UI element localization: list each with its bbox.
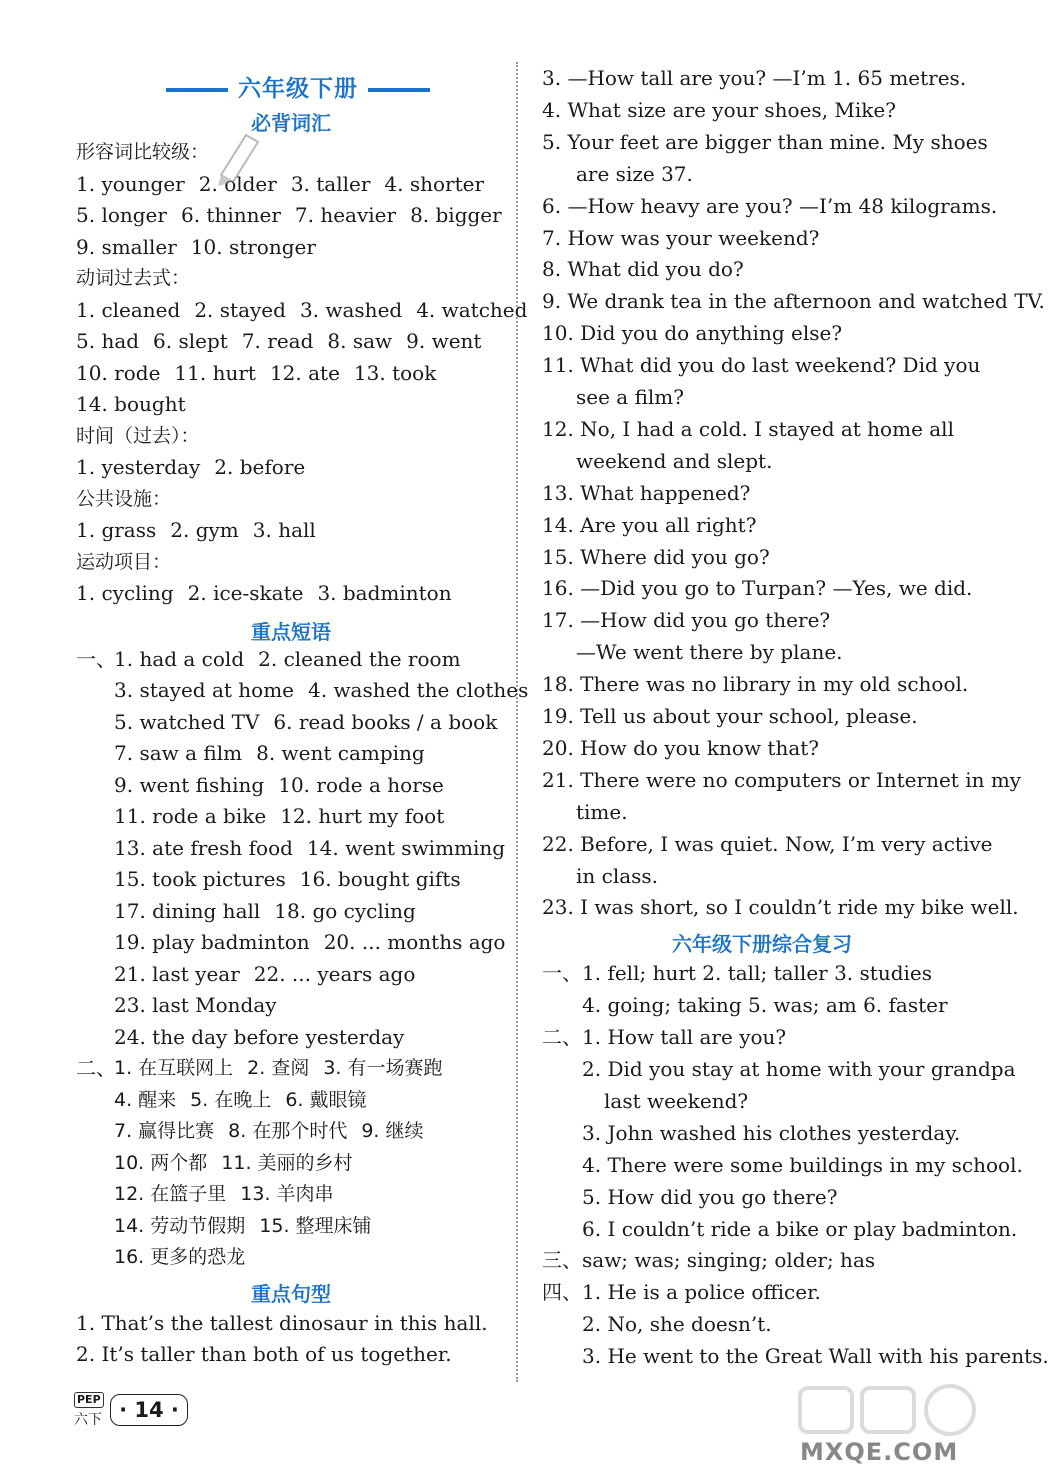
page-number: · 14 · [110, 1394, 188, 1426]
answer-line: 4. going; taking 5. was; am 6. faster [582, 993, 948, 1018]
list-item: 5. had [76, 329, 140, 353]
list-line [114, 741, 439, 765]
list-item: 14. went swimming [306, 835, 506, 860]
list-item: 16. 更多的恐龙 [114, 1246, 246, 1268]
sentence-line: 5. Your feet are bigger than mine. My shoes [542, 129, 988, 154]
list-item: 10. rode [76, 360, 161, 385]
title-bar-left [166, 88, 228, 92]
part-marker: 二、 [542, 1025, 582, 1050]
list-item: 20. ... months ago [323, 930, 506, 954]
list-line [114, 804, 458, 828]
list-line [76, 455, 319, 479]
sentence-line: 20. How do you know that? [542, 735, 820, 760]
list-item: 14. 劳动节假期 [114, 1214, 246, 1237]
list-line [76, 329, 495, 353]
list-item: 2. ice-skate [187, 581, 304, 605]
answer-line: 2. Did you stay at home with your grandpa [582, 1057, 1016, 1081]
sentence-line: weekend and slept. [576, 448, 773, 473]
list-line [76, 172, 498, 196]
list-item: 8. bigger [410, 203, 502, 227]
sentence-line: 9. We drank tea in the afternoon and watched TV. [542, 289, 1045, 314]
sentence-line: 15. Where did you go? [542, 544, 770, 569]
list-item: 7. heavier [294, 203, 397, 227]
list-item: 15. 整理床铺 [259, 1214, 372, 1237]
list-item: 2. 查阅 [247, 1057, 310, 1079]
sentence-line: 10. Did you do anything else? [542, 321, 843, 346]
list-item: 5. 在晚上 [190, 1088, 272, 1111]
list-item: 3. hall [252, 518, 316, 542]
category-label: 公共设施： [76, 487, 172, 510]
list-item: 4. 醒来 [114, 1088, 177, 1111]
phrases-heading: 重点短语 [251, 619, 331, 644]
list-item: 4. watched [416, 297, 528, 322]
answer-line: 1. fell; hurt 2. tall; taller 3. studies [582, 961, 932, 986]
sentence-line: 3. —How tall are you? —I’m 1. 65 metres. [542, 66, 967, 90]
sentence-line: 8. What did you do? [542, 257, 744, 282]
list-item: 6. thinner [180, 203, 281, 227]
list-item: 2. older [198, 171, 277, 196]
grade-label: 六下 [74, 1412, 102, 1428]
list-item: 8. 在那个时代 [228, 1120, 348, 1142]
list-item: 16. bought gifts [299, 867, 461, 891]
list-line [76, 361, 450, 385]
list-item: 7. saw a film [114, 741, 243, 765]
answer-line: 2. No, she doesn’t. [582, 1312, 772, 1337]
list-item: 24. the day before yesterday [114, 1024, 405, 1049]
list-line [114, 993, 291, 1017]
list-item: 10. 两个都 [114, 1151, 208, 1174]
category-label: 运动项目： [76, 550, 172, 573]
list-item: 1. yesterday [76, 455, 201, 479]
list-item: 4. shorter [384, 171, 485, 196]
list-item: 22. ... years ago [253, 961, 416, 986]
list-item: 6. read books / a book [273, 709, 498, 734]
list-item: 10. rode a horse [278, 772, 444, 797]
list-item: 13. took [353, 360, 437, 385]
list-item: 2. before [214, 455, 306, 479]
list-line [76, 392, 200, 416]
list-item: 9. went [406, 329, 482, 353]
sentence-line: 21. There were no computers or Internet in my [542, 767, 1022, 792]
sentence-line: 11. What did you do last weekend? Did you [542, 353, 981, 378]
list-item: 3. taller [290, 171, 371, 196]
list-item: 19. play badminton [114, 930, 310, 954]
part-marker: 四、 [542, 1280, 582, 1305]
list-line [114, 867, 475, 891]
list-item: 6. slept [153, 329, 228, 353]
answer-line: 6. I couldn’t ride a bike or play badminton. [582, 1216, 1018, 1241]
list-line [114, 773, 458, 797]
column-divider [516, 62, 518, 1382]
list-item: 13. ate fresh food [114, 835, 293, 860]
pencil-stamp-icon [206, 120, 276, 190]
list-line [114, 678, 542, 702]
list-line [76, 518, 330, 542]
list-line [114, 930, 519, 954]
sentence-line: 16. —Did you go to Turpan? —Yes, we did. [542, 576, 973, 601]
sentence-line: 17. —How did you go there? [542, 608, 831, 633]
list-line [76, 203, 516, 227]
list-item: 3. stayed at home [114, 678, 294, 702]
sentences-heading: 重点句型 [251, 1281, 331, 1306]
list-item: 18. go cycling [274, 898, 416, 923]
answer-line: 1. He is a police officer. [582, 1280, 821, 1305]
list-line [76, 581, 466, 605]
list-line [114, 1245, 259, 1269]
list-item: 14. bought [76, 392, 186, 416]
list-item: 8. saw [327, 329, 393, 353]
list-item: 12. 在篮子里 [114, 1183, 227, 1205]
list-line [76, 235, 330, 259]
sentence-line: 2. It’s taller than both of us together. [76, 1342, 452, 1366]
part-marker: 三、 [542, 1248, 582, 1273]
list-line [114, 710, 511, 734]
sentence-line: 14. Are you all right? [542, 512, 757, 537]
list-item: 13. 羊肉串 [240, 1183, 334, 1205]
list-line [114, 1151, 367, 1175]
list-item: 12. hurt my foot [280, 804, 445, 828]
part-marker: 二、 [76, 1056, 116, 1080]
answer-line: 5. How did you go there? [582, 1184, 838, 1209]
list-item: 1. cycling [76, 581, 174, 605]
answer-line: last weekend? [604, 1088, 749, 1113]
list-item: 9. smaller [76, 234, 177, 259]
list-line [114, 836, 519, 860]
list-item: 9. went fishing [114, 772, 265, 797]
list-line [114, 1182, 348, 1206]
list-line [114, 1025, 418, 1049]
sentence-line: 23. I was short, so I couldn’t ride my bike well. [542, 895, 1019, 920]
list-line [114, 962, 429, 986]
list-item: 2. stayed [194, 297, 286, 322]
sentence-line: 22. Before, I was quiet. Now, I’m very active [542, 831, 993, 856]
list-item: 17. dining hall [114, 898, 261, 923]
sentence-line: 13. What happened? [542, 480, 751, 505]
list-line [114, 899, 430, 923]
sentence-line: 4. What size are your shoes, Mike? [542, 97, 896, 122]
list-item: 1. 在互联网上 [114, 1057, 234, 1079]
list-item: 15. took pictures [114, 867, 286, 891]
part-marker: 一、 [542, 961, 582, 986]
section-title [156, 76, 426, 102]
review-heading: 六年级下册综合复习 [672, 932, 852, 957]
list-item: 2. cleaned the room [258, 646, 461, 671]
category-label: 动词过去式： [76, 267, 191, 289]
sentence-line: time. [576, 799, 628, 824]
vocab-heading: 必背词汇 [251, 111, 331, 135]
answer-line: 3. He went to the Great Wall with his parents. [582, 1344, 1049, 1369]
page-footer [74, 1392, 194, 1432]
title-text: 六年级下册 [238, 76, 358, 102]
list-item: 11. 美丽的乡村 [221, 1151, 353, 1174]
list-line [114, 1088, 381, 1112]
list-item: 6. 戴眼镜 [285, 1088, 367, 1111]
list-item: 11. rode a bike [114, 804, 267, 828]
category-label: 时间（过去）： [76, 424, 200, 447]
list-item: 23. last Monday [114, 993, 277, 1017]
edition-badge: PEP [74, 1392, 104, 1408]
list-item: 5. longer [76, 203, 167, 227]
list-item: 5. watched TV [114, 709, 260, 734]
sentence-line: 12. No, I had a cold. I stayed at home all [542, 416, 954, 441]
answer-line: saw; was; singing; older; has [582, 1248, 876, 1273]
answer-line: 4. There were some buildings in my school. [582, 1152, 1023, 1177]
list-item: 7. read [241, 329, 314, 353]
list-item: 11. hurt [174, 360, 256, 385]
list-item: 21. last year [114, 961, 240, 986]
list-item: 3. washed [299, 297, 403, 322]
sentence-line: 6. —How heavy are you? —I’m 48 kilograms. [542, 193, 998, 218]
list-item: 1. cleaned [76, 297, 181, 322]
list-item: 3. 有一场赛跑 [323, 1057, 443, 1079]
list-item: 1. grass [76, 518, 157, 542]
sentence-line: —We went there by plane. [576, 640, 843, 665]
category-label: 形容词比较级： [76, 141, 210, 163]
title-bar-right [368, 88, 430, 92]
list-item: 7. 赢得比赛 [114, 1120, 215, 1142]
sentence-line: 1. That’s the tallest dinosaur in this hall. [76, 1310, 488, 1335]
list-line [114, 1214, 386, 1238]
sentence-line: in class. [576, 863, 659, 888]
list-item: 4. washed the clothes [308, 678, 529, 702]
sentence-line: are size 37. [576, 161, 693, 186]
list-item: 1. younger [76, 171, 185, 196]
answer-line: 1. How tall are you? [582, 1025, 787, 1050]
list-item: 9. 继续 [361, 1120, 424, 1142]
sentence-line: 18. There was no library in my old school. [542, 672, 969, 697]
list-item: 3. badminton [317, 581, 452, 605]
list-line [76, 298, 541, 322]
watermark-text: MXQE.COM [800, 1438, 959, 1466]
list-item: 2. gym [170, 518, 239, 542]
answer-line: 3. John washed his clothes yesterday. [582, 1120, 961, 1145]
list-line [114, 1056, 457, 1080]
list-line [114, 647, 475, 671]
sentence-line: 19. Tell us about your school, please. [542, 704, 918, 728]
sentence-line: 7. How was your weekend? [542, 225, 820, 250]
list-item: 1. had a cold [114, 646, 245, 671]
list-line [114, 1119, 438, 1143]
list-item: 12. ate [269, 360, 340, 385]
sentence-line: see a film? [576, 385, 684, 409]
list-item: 10. stronger [190, 234, 316, 259]
list-item: 8. went camping [256, 741, 425, 765]
part-marker: 一、 [76, 646, 116, 671]
